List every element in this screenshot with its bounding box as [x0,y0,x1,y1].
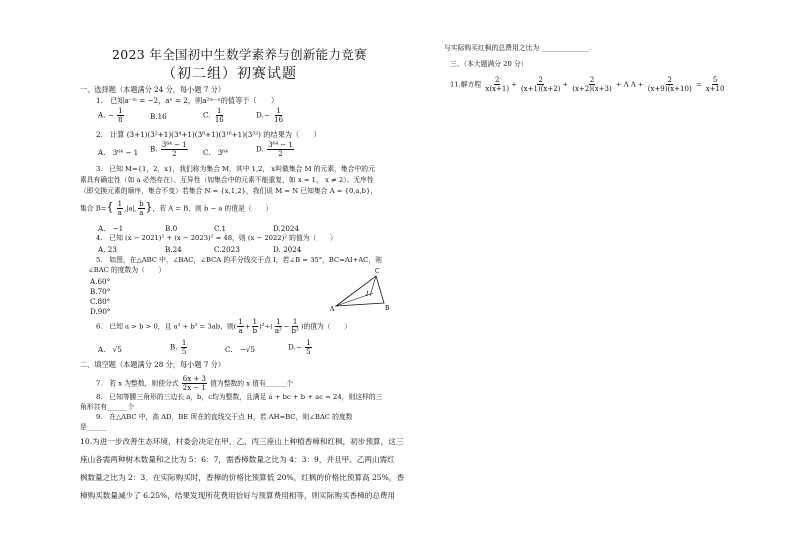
q4-option-a: A. 23 [98,245,117,254]
q7-text: 7. 若 x 为整数，则使分式 $\frac{6x + 3}{2x - 1}$ 值为整数的 x 值有______个 [96,375,294,392]
q10-line-1: 10.为进一步改善生态环境，村委会决定在甲、乙、丙三座山上种植香樟和红枫，初步预算，这三 [80,437,404,446]
q6-option-d: D.− $\frac{1}{5}$ [288,339,311,356]
q5-option-d: D.90° [90,307,111,316]
q3-line-3: （即交换元素的顺序，集合不变）若集合 N = {x,1,2}，我们说 M = N 已知集合 A = {0,a,b}， [80,187,378,195]
q5-option-c: C.80° [90,297,111,306]
q1-text: 1. 已知a⁻ᵐ = −2，aⁿ = 2，则a²ᵐ⁻ⁿ的值等于（ ） [96,96,279,105]
q10-continuation: 与实际购买红枫的总费用之比为 ______________. [444,44,592,52]
exam-title: 2023 年全国初中生数学素养与创新能力竞赛 [112,47,367,62]
q8-line-2: 角形共有______个 [80,403,135,411]
q2-option-b: B. $\frac{\text{3⁶⁴ − 1}}{2}$ [150,141,187,158]
q1-option-d: D.− $\frac{1}{16}$ [256,107,284,124]
q1-option-b: B.16 [150,112,167,121]
q5-line-2: ∠BAC 的度数为（ ） [88,266,166,274]
q6-text: 6. 已知 a > b > 0，且 a² + b² = 3ab，则( $\frac{1}{a}$ + $\frac{1}{b}$ )²÷( $\frac{1}{\text{a²}}$ − $\frac{1}{\text{b²}}$ )的值为（ ） [96,318,352,335]
q3-line-2: 素具有确定性（如 a 必然存在）、互异性（如集合中的元素不能重复，如 x = 1， x ≠ 2）、无序性 [80,176,374,184]
q11-equation: 11.解方程 $\frac{2}{x(x+1)}$ + $\frac{2}{(x+1)(x+2)}$ + $\frac{2}{(x+2)(x+3)}$ + Λ Λ + $\frac{2}{(x+9)(x+10)}$ = $\frac{5}{x+10}$ [450,76,725,93]
q8-line-1: 8. 已知等腰三角形的三边长 a，b，c均为整数，且满足 a + bc + b + ac = 24，则这样的三 [96,393,383,401]
q4-text: 4. 已知 (x − 2021)² + (x − 2023)² = 48，则 (x − 2022)² 的值为（ ） [96,234,337,242]
q10-line-2: 座山各需两种树木数量和之比为 5：6：7，需香樟数量之比为 4：3：9，并且甲、乙两山需红 [80,455,395,464]
q3-option-b: B.0 [165,224,178,233]
q1-option-a: A. − $\frac{1}{8}$ [98,107,123,124]
q10-line-4: 樟购买数量减少了 6.25%，结果发现所花费用恰好与预算费用相等，则实际购买香樟的总费用 [80,491,396,500]
q1-option-c: C. $\frac{1}{16}$ [203,107,224,124]
point-i-label: I [366,291,369,298]
section-2-heading: 二、填空题（本题满分 28 分，每小题 7 分） [80,360,226,369]
vertex-a-label: A [330,306,335,313]
q11-label: 11.解方程 [450,80,482,89]
q2-option-c: C. 3⁶⁴ [203,148,229,157]
q3-line-4: 集合 B={ $\frac{1}{a}$ ,|a|, $\frac{b}{a}$ }，若 A = B，则 b − a 的值是（ ） [80,200,273,217]
q6-option-b: B. $\frac{1}{5}$ [170,339,187,356]
q4-option-d: D. 2024 [273,245,302,254]
q3-option-a: A. −1 [98,224,124,233]
vertex-c-label: C [375,268,380,275]
section-3-heading: 三、（本大题满分 20 分） [450,60,528,68]
triangle-abc [336,276,384,306]
q3-line-1: 3. 已知 M={1，2，x}，我们称为集合 M，其中 1,2， x叫做集合 M 的元素，集合中的元 [96,165,375,173]
q2-text: 2. 计算 (3+1)(3²+1)(3⁴+1)(3⁸+1)(3¹⁶+1)(3³²) 的结果为（ ） [96,130,321,139]
q2-option-d: D. $\frac{\text{3⁶⁴ − 1}}{2}$ [256,141,293,158]
q5-line-1: 5. 如图，在△ABC 中，∠BAC，∠BCA 的平分线交于点 I，若∠B = 35°，BC=AI+AC，则 [96,256,382,264]
q9-line-2: 是______ [80,423,108,431]
q9-line-1: 9. 在△ABC 中，高 AD，BE 所在的直线交于点 H，若 AH=BC，则∠BAC 的度数 [96,413,353,421]
exam-subtitle: （初二组）初赛试题 [162,66,297,82]
q10-line-3: 枫数量之比为 2：3．在实际购买时，香樟的价格比预算低 20%，红枫的价格比预算高 25%，香 [80,473,405,482]
vertex-b-label: B [385,305,390,312]
q4-option-c: C.2023 [214,245,240,254]
q4-option-b: B.24 [165,245,182,254]
q2-option-a: A. 3⁶⁴ − 1 [98,148,139,157]
q5-option-a: A.60° [90,277,111,286]
section-1-heading: 一、选择题（本题满分 24 分，每小题 7 分） [80,85,226,94]
q5-option-b: B.70° [90,287,111,296]
triangle-figure [328,266,396,314]
q3-option-d: D.2024 [273,224,300,233]
q3-option-c: C.1 [214,224,227,233]
q6-option-c: C. −√5 [225,345,255,354]
q6-option-a: A. √5 [98,345,122,354]
